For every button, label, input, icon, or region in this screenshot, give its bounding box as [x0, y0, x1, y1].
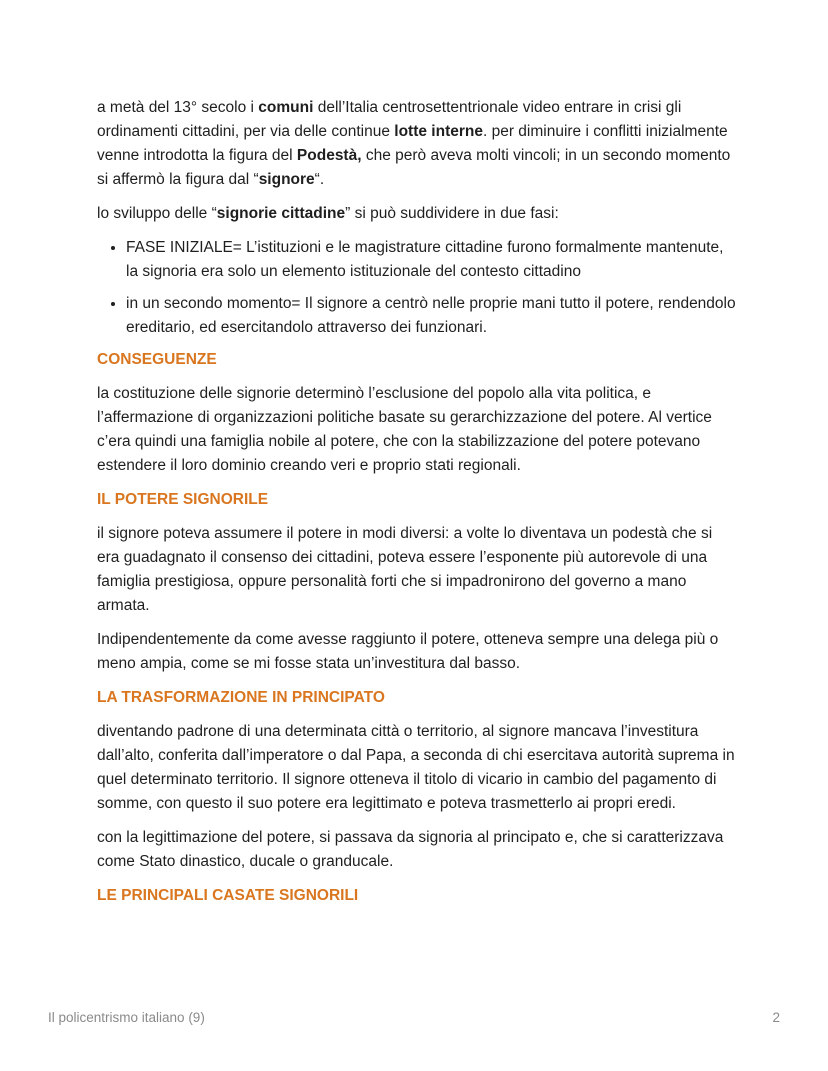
- section-paragraph: con la legittimazione del potere, si passava da signoria al principato e, che si caratterizzava come Stato dinastico, ducale o granducale.: [97, 829, 724, 870]
- section-heading-potere-signorile: IL POTERE SIGNORILE: [97, 491, 269, 508]
- footer-title: Il policentrismo italiano (9): [48, 1010, 205, 1025]
- section-heading-trasformazione: LA TRASFORMAZIONE IN PRINCIPATO: [97, 689, 385, 706]
- section-heading-conseguenze: CONSEGUENZE: [97, 351, 217, 368]
- intro-text: . per diminuire i conflitti inizialmente venne introdotta la figura del: [97, 123, 728, 164]
- phases-list: [97, 236, 737, 340]
- intro-bold-signore: signore: [258, 171, 315, 188]
- intro-paragraph: [97, 96, 737, 192]
- document-body: [97, 96, 737, 918]
- phase-item-second: • in un secondo momento= Il signore a centrò nelle proprie mani tutto il potere, rendendolo ereditario, ed esercitandolo attraverso dei funzionari.: [126, 292, 737, 340]
- phases-intro-bold: signorie cittadine: [216, 205, 346, 222]
- intro-bold-podesta: Podestà,: [296, 147, 362, 164]
- intro-text: dell’Italia centrosettentrionale video entrare in crisi gli ordinamenti cittadini, per via delle continue: [97, 99, 682, 140]
- intro-bold-comuni: comuni: [258, 99, 314, 116]
- intro-bold-lotte: lotte interne: [394, 123, 483, 140]
- section-heading-casate: LE PRINCIPALI CASATE SIGNORILI: [97, 887, 359, 904]
- phase-item-initial: • FASE INIZIALE= L’istituzioni e le magistrature cittadine furono formalmente mantenute, la signoria era solo un elemento istituzionale del contesto cittadino: [126, 236, 737, 284]
- phases-intro-paragraph: [97, 202, 737, 226]
- intro-text: che però aveva molti vincoli; in un secondo momento si affermò la figura dal “: [97, 147, 731, 188]
- phases-intro-text: lo sviluppo delle “: [97, 205, 217, 222]
- section-paragraph: la costituzione delle signorie determinò l’esclusione del popolo alla vita politica, e l’affermazione di organizzazioni politiche basate su gerarchizzazione del potere. Al vertice c’era quindi una famiglia nobile al potere, che con la stabilizzazione del potere potevano estendere il loro dominio creando veri e proprio stati regionali.: [97, 385, 712, 474]
- page-number: 2: [772, 1010, 780, 1025]
- intro-text: a metà del 13° secolo i: [97, 99, 259, 116]
- phases-intro-text: ” si può suddividere in due fasi:: [345, 205, 559, 222]
- section-paragraph: il signore poteva assumere il potere in modi diversi: a volte lo diventava un podestà che si era guadagnato il consenso dei cittadini, poteva essere l’esponente più autorevole di una famiglia prestigiosa, oppure personalità forti che si impadronirono del governo a mano armata.: [97, 525, 713, 614]
- section-paragraph: Indipendentemente da come avesse raggiunto il potere, otteneva sempre una delega più o meno ampia, come se mi fosse stata un’investitura dal basso.: [97, 631, 719, 672]
- intro-text: “.: [314, 171, 325, 188]
- section-paragraph: diventando padrone di una determinata città o territorio, al signore mancava l’investitura dall’alto, conferita dall’imperatore o dal Papa, a seconda di chi esercitava autorità suprema in quel determinato territorio. Il signore otteneva il titolo di vicario in cambio del pagamento di somme, con questo il suo potere era legittimato e poteva trasmetterlo ai propri eredi.: [97, 723, 735, 812]
